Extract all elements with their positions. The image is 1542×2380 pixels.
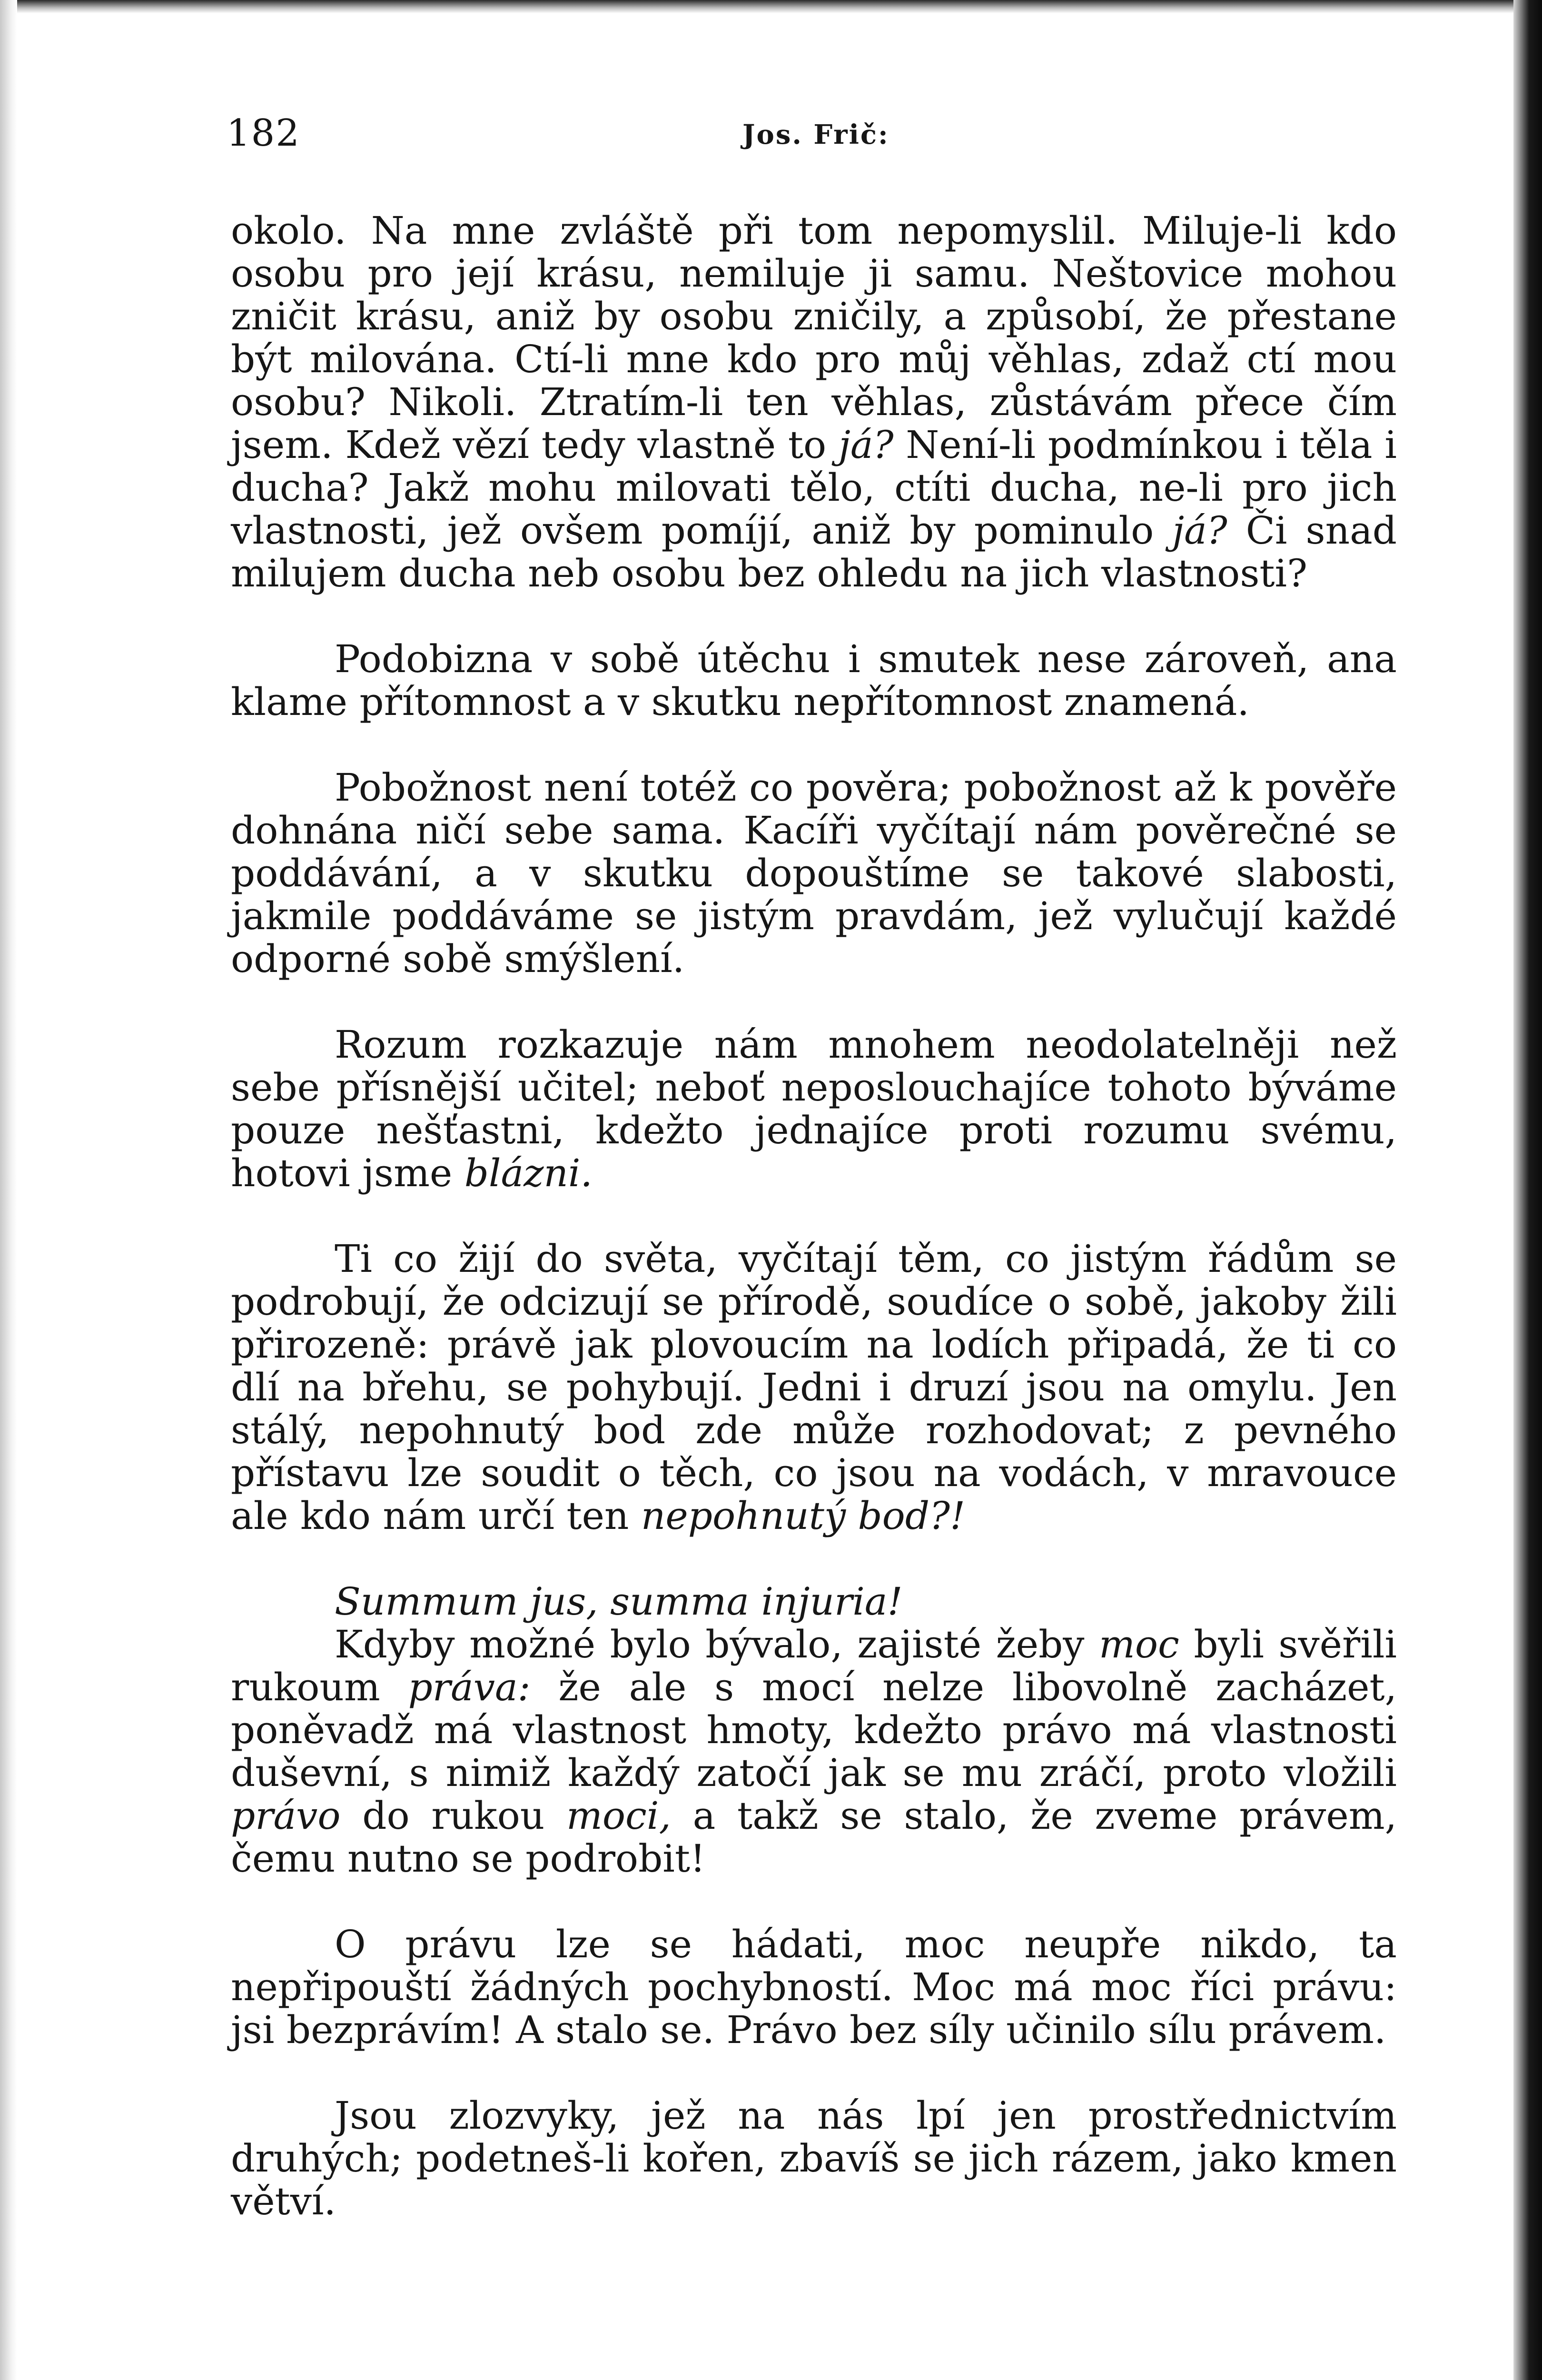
italic-run: já?: [1172, 508, 1227, 553]
text-run: Není-li podmínkou i těla i ducha? Jakž mohu milovati tělo, ctíti ducha, ne-li pro jich vlastnosti, jež ovšem pomíjí, aniž by pominulo: [231, 423, 1397, 553]
text-run: Kdyby možné bylo bývalo, zajisté žeby: [335, 1622, 1099, 1666]
text-run: Ti co žijí do světa, vyčítají těm, co jistým řádům se podrobují, že odcizují se přírodě, soudíce o sobě, jakoby žili přirozeně: právě jak plovoucím na lodích připadá, že ti co dlí na břehu, se pohybují. Jedni i druzí jsou na omylu. Jen stálý, nepohnutý bod zde může rozhodovat; z pevného přístavu lze soudit o těch, co jsou na vodách, v mravouce ale kdo nám určí ten: [231, 1237, 1397, 1538]
text-run: O právu lze se hádati, moc neupře nikdo, ta nepřipouští žádných pochybností. Moc má moc říci právu: jsi bezprávím! A stalo se. Právo bez síly učinilo sílu právem.: [231, 1922, 1397, 2052]
italic-run: nepohnutý bod?!: [641, 1494, 966, 1538]
paragraph-6: [231, 1623, 1397, 1880]
scan-shadow-left: [0, 0, 17, 2380]
italic-run: já?: [839, 423, 894, 467]
text-run: do rukou: [340, 1794, 567, 1838]
italic-run: moci,: [566, 1794, 671, 1838]
scan-shadow-top: [0, 0, 1542, 13]
paragraph-8: [231, 2094, 1397, 2223]
italic-run: blázni.: [464, 1151, 593, 1195]
text-run: Jsou zlozvyky, jež na nás lpí jen prostřednictvím druhých; podetneš-li kořen, zbavíš se jich rázem, jako kmen větví.: [231, 2093, 1397, 2223]
paragraph-2: [231, 638, 1397, 724]
text-run: Pobožnost není totéž co pověra; pobožnost až k pověře dohnána ničí sebe sama. Kacíři vyčítají nám pověrečné se poddávání, a v skutku dopouštíme se takové slabosti, jakmile poddáváme se jistým pravdám, jež vylučují každé odporné sobě smýšlení.: [231, 765, 1397, 981]
text-run: byli svěřili rukoum: [231, 1622, 1397, 1709]
paragraph-4: [231, 1023, 1397, 1195]
running-head: [224, 107, 1404, 159]
text-run: že ale s mocí nelze libovolně zacházet, poněvadž má vlastnost hmoty, kdežto právo má vlastnosti duševní, s nimiž každý zatočí jak se mu zráčí, proto vložili: [231, 1665, 1397, 1795]
paragraph-3: [231, 766, 1397, 981]
paragraph-5: [231, 1238, 1397, 1537]
text-run: Rozum rozkazuje nám mnohem neodolatelněji než sebe přísnější učitel; neboť neposlouchajíce tohoto býváme pouze nešťastni, kdežto jednajíce proti rozumu svému, hotovi jsme: [231, 1022, 1397, 1195]
paragraph-1: [231, 209, 1397, 595]
italic-run: Summum jus, summa injuria!: [335, 1579, 903, 1624]
text-run: a takž se stalo, že zveme právem, čemu nutno se podrobit!: [231, 1794, 1397, 1881]
page-number: 182: [227, 112, 300, 155]
italic-run: moc: [1098, 1622, 1179, 1666]
italic-run: právo: [231, 1794, 341, 1838]
text-body: [231, 209, 1397, 2223]
maxim-heading: [231, 1580, 1397, 1623]
scan-shadow-right: [1513, 0, 1542, 2380]
text-run: Podobizna v sobě útěchu i smutek nese zároveň, ana klame přítomnost a v skutku nepřítomnost znamená.: [231, 637, 1397, 724]
text-run: Či snad milujem ducha neb osobu bez ohledu na jich vlastnosti?: [231, 508, 1397, 595]
paragraph-7: [231, 1923, 1397, 2052]
running-title: Jos. Frič:: [742, 119, 890, 150]
text-run: okolo. Na mne zvláště při tom nepomyslil. Miluje-li kdo osobu pro její krásu, nemiluje ji samu. Neštovice mohou zničit krásu, aniž by osobu zničily, a způsobí, že přestane být milována. Ctí-li mne kdo pro můj věhlas, zdaž ctí mou osobu? Nikoli. Ztratím-li ten věhlas, zůstávám přece čím jsem. Kdež vězí tedy vlastně to: [231, 208, 1397, 467]
italic-run: práva:: [408, 1665, 531, 1709]
